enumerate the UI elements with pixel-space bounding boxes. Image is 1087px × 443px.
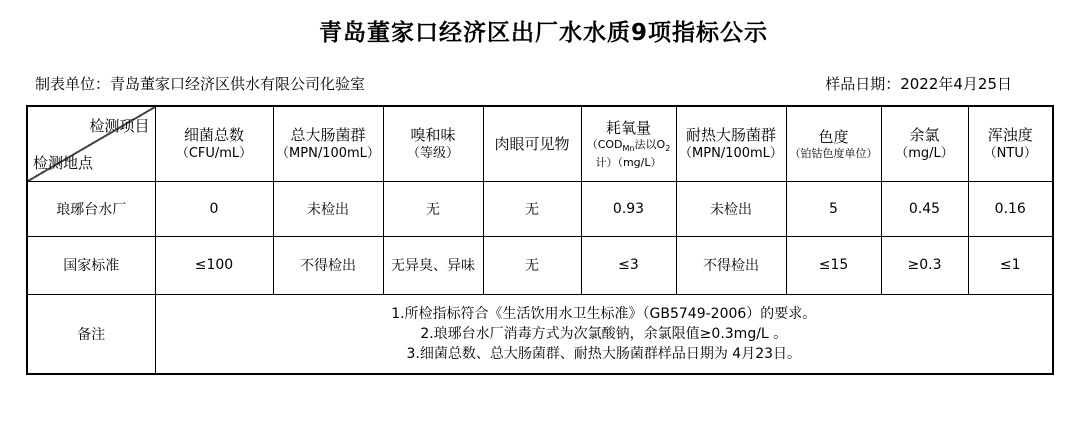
column-header: [273, 106, 383, 181]
data-cell: 5: [786, 181, 881, 236]
row-label: 琅琊台水厂: [27, 181, 155, 236]
sample-date-label: 样品日期：2022年4月25日: [825, 75, 1012, 93]
column-name: 浑浊度: [987, 126, 1033, 145]
column-header: [968, 106, 1053, 181]
data-cell: 不得检出: [273, 236, 383, 294]
meta-row: [35, 73, 1012, 94]
producer-label: 制表单位：青岛董家口经济区供水有限公司化验室: [35, 75, 366, 93]
column-unit: （铂钴色度单位）: [789, 146, 878, 160]
data-cell: 无异臭、异味: [383, 236, 483, 294]
column-name: 耐热大肠菌群: [685, 126, 776, 145]
header-row: [27, 106, 1053, 181]
column-header: [155, 106, 273, 181]
column-name: 余氯: [909, 126, 940, 145]
data-cell: ≤15: [786, 236, 881, 294]
corner-bottom-label: 检测地点: [33, 153, 94, 172]
remarks-row: [27, 294, 1053, 374]
table-row: [27, 236, 1053, 294]
column-name: 色度: [818, 127, 849, 146]
column-unit: （NTU）: [983, 146, 1037, 162]
column-unit: （等级）: [406, 146, 459, 162]
column-unit: （MPN/100mL）: [276, 146, 380, 162]
row-label: 国家标准: [27, 236, 155, 294]
column-unit: （mg/L）: [895, 146, 954, 162]
column-name: 总大肠菌群: [290, 126, 366, 145]
table-row: [27, 181, 1053, 236]
column-header: [581, 106, 676, 181]
column-name: 嗅和味: [410, 126, 456, 145]
data-cell: ≥0.3: [881, 236, 968, 294]
remark-line: 3.细菌总数、总大肠菌群、耐热大肠菌群样品日期为 4月23日。: [406, 345, 802, 362]
column-unit: （$COD_{Mn}$法以$O_2$计）（mg/L）: [586, 137, 671, 169]
corner-top-label: 检测项目: [89, 117, 150, 135]
column-name: 细菌总数: [183, 126, 244, 145]
data-cell: 不得检出: [676, 236, 786, 294]
data-cell: ≤1: [968, 236, 1053, 294]
remark-line: 2.琅琊台水厂消毒方式为次氯酸钠，余氯限值≥0.3mg/L 。: [420, 325, 788, 342]
column-name: 耗氧量: [605, 118, 651, 137]
cod-subscript: Mn: [622, 143, 635, 153]
data-cell: 无: [383, 181, 483, 236]
column-header: [881, 106, 968, 181]
column-header: [676, 106, 786, 181]
column-header: [383, 106, 483, 181]
data-cell: 无: [483, 236, 581, 294]
column-header: [786, 106, 881, 181]
data-cell: 0.93: [581, 181, 676, 236]
column-unit: （MPN/100mL）: [679, 146, 783, 162]
data-cell: 无: [483, 181, 581, 236]
data-cell: 未检出: [273, 181, 383, 236]
page-title: 青岛董家口经济区出厂水水质9项指标公示: [318, 20, 768, 46]
data-cell: 未检出: [676, 181, 786, 236]
remark-line: 1.所检指标符合《生活饮用水卫生标准》（GB5749-2006）的要求。: [391, 305, 817, 322]
data-cell: ≤3: [581, 236, 676, 294]
data-cell: 0.45: [881, 181, 968, 236]
column-header: [483, 106, 581, 181]
o2-subscript: 2: [665, 143, 671, 153]
data-cell: 0.16: [968, 181, 1053, 236]
remarks-label: 备注: [27, 294, 155, 374]
data-cell: ≤100: [155, 236, 273, 294]
remarks-body: [155, 294, 1053, 374]
data-cell: 0: [155, 181, 273, 236]
column-name: 肉眼可见物: [494, 134, 570, 153]
water-quality-table: [26, 105, 1054, 375]
corner-header-cell: [27, 106, 155, 181]
column-unit: （CFU/mL）: [175, 146, 253, 162]
